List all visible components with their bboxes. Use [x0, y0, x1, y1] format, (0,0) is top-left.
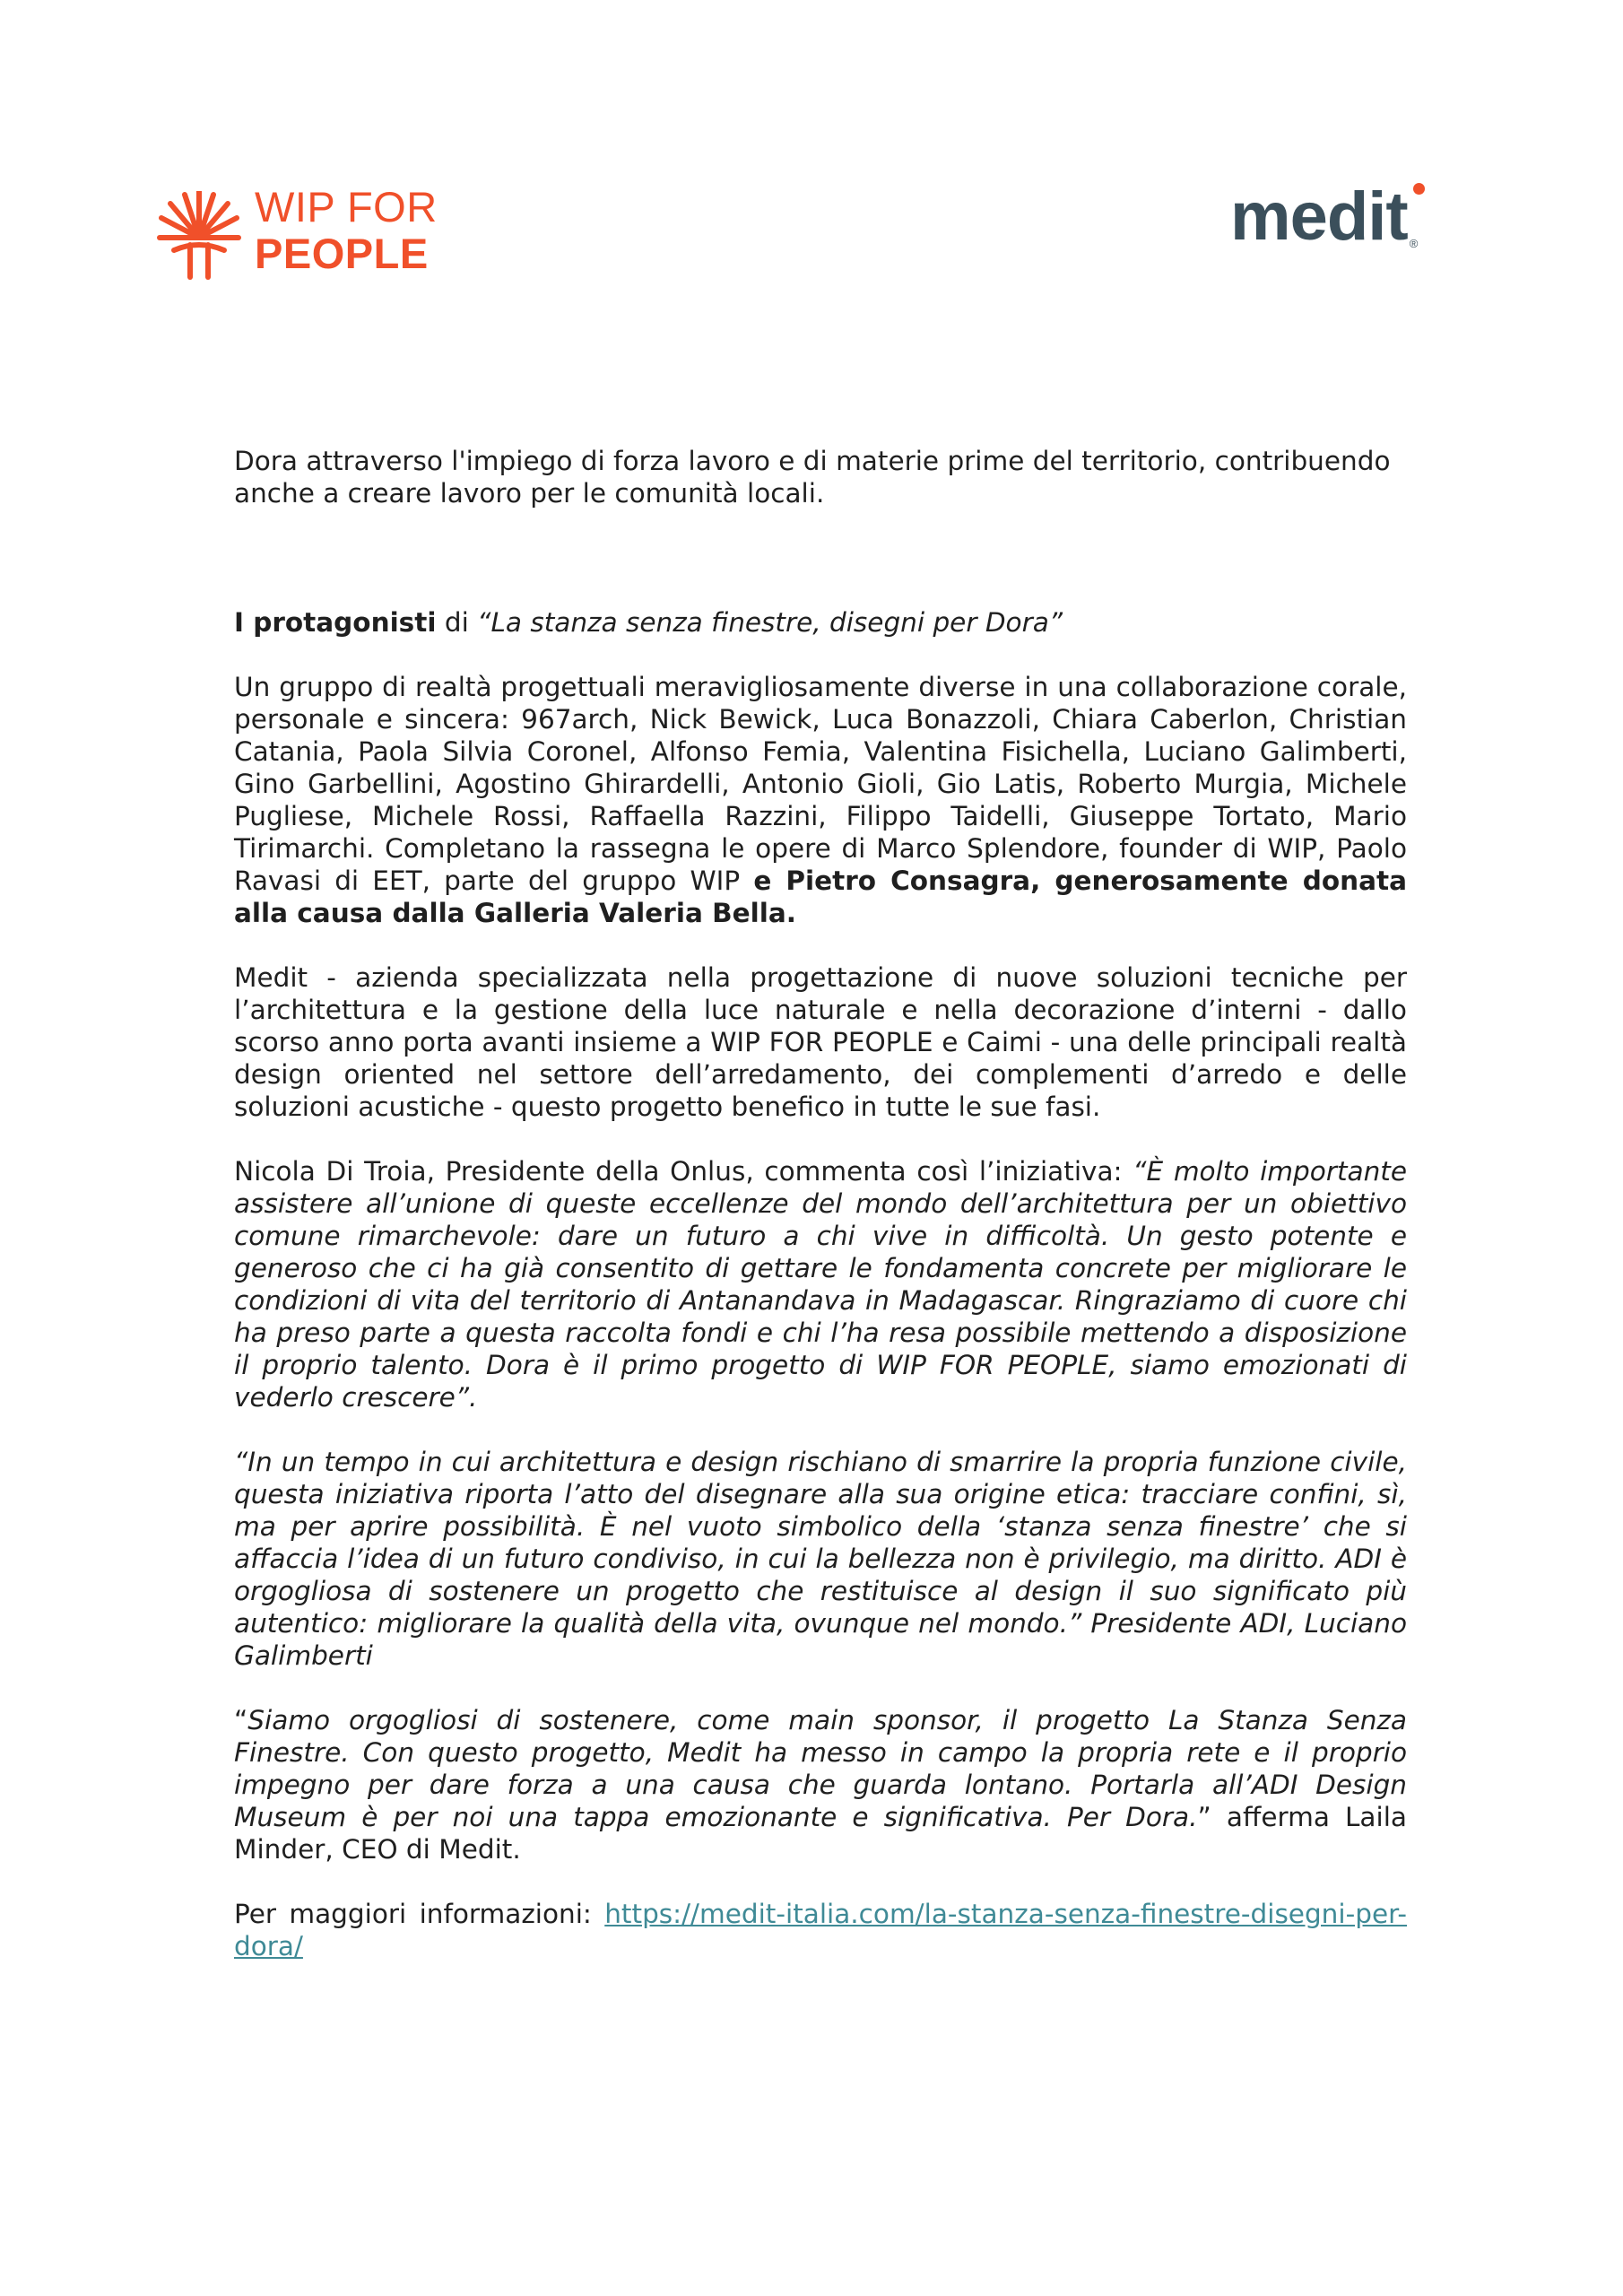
laila-close-quote: ” [1197, 1802, 1227, 1832]
protagonists-text: Un gruppo di realtà progettuali meravigliosamente diverse in una collaborazione corale, personale e sincera: 967arch, Nick Bewick, Luca Bonazzoli, Chiara Caberlon, Christian Catania, Paola Silvia Coronel, Alfonso Femia, Valentina Fisichella, Luciano Galimberti, Gino Garbellini, Agostino Ghirardelli, Antonio Gioli, Gio Latis, Roberto Murgia, Michele Pugliese, Michele Rossi, Raffaella Razzini, Filippo Taidelli, Giuseppe Tortato, Mario Tirimarchi. Completano la rassegna le opere di Marco Splendore, founder di WIP, Paolo Ravasi di EET, parte del gruppo WIP [234, 672, 1407, 896]
heading-bold: I protagonisti [234, 607, 437, 638]
protagonists-bold: e Pietro Consagra, generosamente donata alla causa dalla Galleria Valeria Bella. [234, 865, 1407, 928]
medit-paragraph: Medit - azienda specializzata nella progettazione di nuove soluzioni tecniche per l’architettura e la gestione della luce naturale e nella decorazione d’interni - dallo scorso anno porta avanti insieme a WIP FOR PEOPLE e Caimi - una delle principali realtà design oriented nel settore dell’arredamento, dei complementi d’arredo e delle soluzioni acustiche - questo progetto benefico in tutte le sue fasi. [234, 962, 1407, 1122]
wip-logo-line2: PEOPLE [255, 230, 429, 277]
medit-logo-dot [1413, 183, 1425, 195]
medit-logo [1230, 172, 1418, 262]
nicola-intro: Nicola Di Troia, Presidente della Onlus, commenta così l’iniziativa: [234, 1156, 1133, 1187]
medit-logo-text: medit [1230, 178, 1408, 255]
heading-title: “La stanza senza finestre, disegni per Dora” [477, 607, 1063, 638]
sunburst-icon [154, 191, 244, 281]
intro-paragraph: Dora attraverso l'impiego di forza lavoro e di materie prime del territorio, contribuendo anche a creare lavoro per le comunità locali. [234, 446, 1391, 509]
nicola-quote-paragraph [234, 1155, 1407, 1413]
adi-quote-paragraph: “In un tempo in cui architettura e design rischiano di smarrire la propria funzione civile, questa iniziativa riporta l’atto del disegnare alla sua origine etica: tracciare confini, sì, ma per aprire possibilità. È nel vuoto simbolico della ‘stanza senza finestre’ che si affaccia l’idea di un futuro condiviso, in cui la bellezza non è privilegio, ma diritto. ADI è orgogliosa di sostenere un progetto che restituisce al design il suo significato più autentico: migliorare la qualità della vita, ovunque nel mondo.” Presidente ADI, Luciano Galimberti [234, 1447, 1407, 1671]
more-info-paragraph [234, 1898, 1407, 1962]
registered-mark: ® [1409, 237, 1418, 250]
laila-open-quote: “ [234, 1705, 248, 1735]
laila-quote: Siamo orgogliosi di sostenere, come main sponsor, il progetto La Stanza Senza Finestre. Con questo progetto, Medit ha messo in campo la propria rete e il proprio impegno per dare forza a una causa che guarda lontano. Portarla all’ADI Design Museum è per noi una tappa emozionante e significativa. Per Dora. [234, 1705, 1407, 1832]
more-info-link[interactable]: https://medit-italia.com/la-stanza-senza-finestre-disegni-per-dora/ [234, 1899, 1407, 1961]
wip-logo-line1: WIP FOR [255, 183, 438, 230]
section-heading [234, 606, 1407, 639]
laila-attribution: afferma Laila Minder, CEO di Medit. [234, 1802, 1407, 1865]
document-body [234, 445, 1407, 1962]
page-header [0, 0, 1623, 305]
nicola-quote: “È molto importante assistere all’unione di queste eccellenze del mondo dell’architettura per un obiettivo comune rimarchevole: dare un futuro a chi vive in difficoltà. Un gesto potente e generoso che ci ha già consentito di gettare le fondamenta concrete per migliorare le condizioni di vita del territorio di Antanandava in Madagascar. Ringraziamo di cuore chi ha preso parte a questa raccolta fondi e chi l’ha resa possibile mettendo a disposizione il proprio talento. Dora è il primo progetto di WIP FOR PEOPLE, siamo emozionati di vederlo crescere”. [234, 1156, 1407, 1413]
laila-quote-paragraph [234, 1704, 1407, 1866]
heading-middle: di [436, 607, 478, 638]
protagonists-paragraph [234, 671, 1407, 929]
wip-for-people-logo [154, 184, 459, 284]
more-info-label: Per maggiori informazioni: [234, 1899, 605, 1929]
